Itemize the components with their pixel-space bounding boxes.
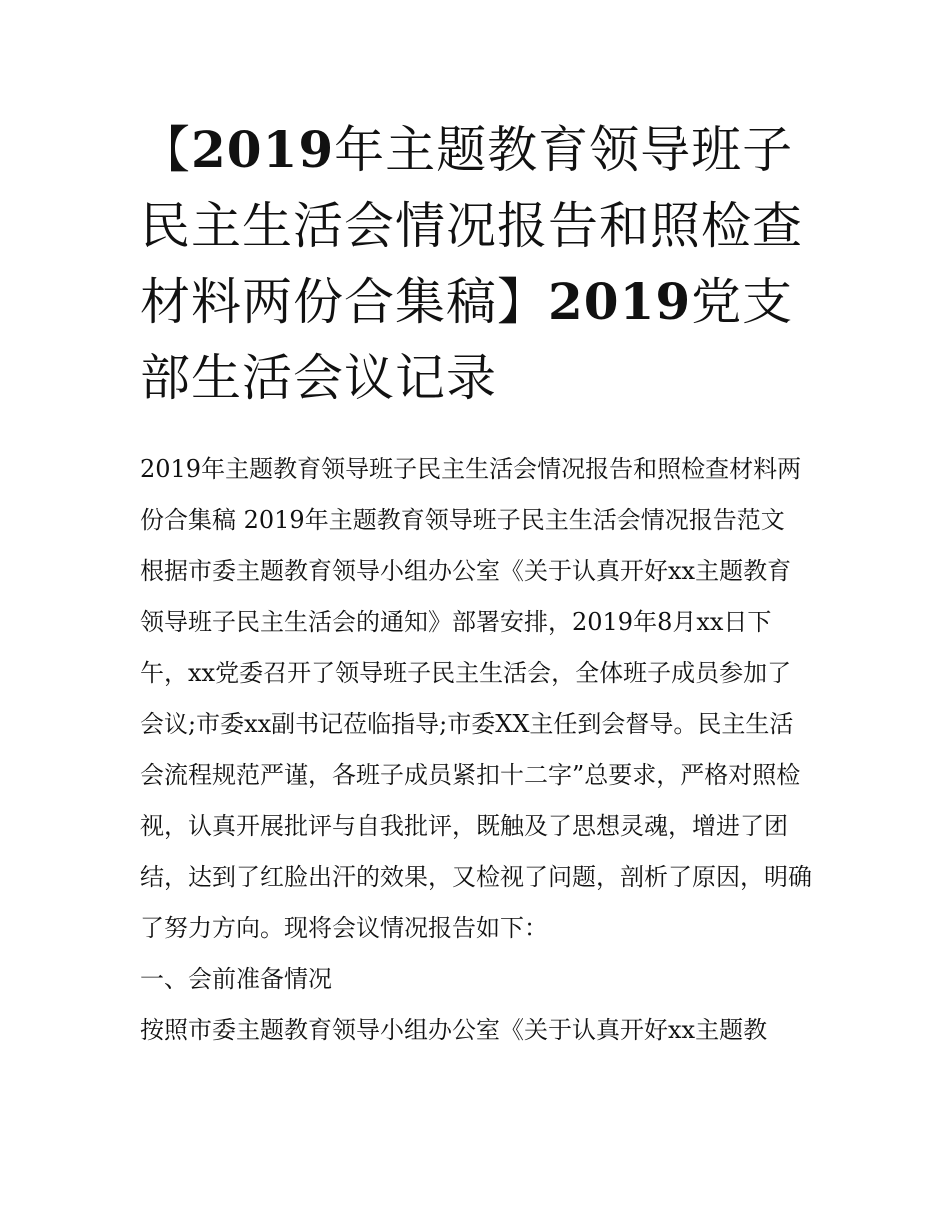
title-year-1: 2019: [191, 120, 335, 179]
title-bracket-open: 【: [140, 121, 191, 179]
document-title: [140, 112, 812, 416]
title-year-2: 2019: [548, 272, 692, 331]
paragraph-preparation: 按照市委主题教育领导小组办公室《关于认真开好xx主题教: [140, 1016, 768, 1044]
title-bracket-close: 】: [497, 273, 548, 331]
document-page: [140, 112, 812, 1056]
section-heading-preparation: 一、会前准备情况: [140, 965, 332, 993]
title-part-2: 党支部生活会议记录: [140, 273, 794, 407]
paragraph-intro: 2019年主题教育领导班子民主生活会情况报告和照检查材料两份合集稿 2019年主题教育领导班子民主生活会情况报告范文: [140, 455, 802, 534]
paragraph-meeting-summary: 根据市委主题教育领导小组办公室《关于认真开好xx主题教育领导班子民主生活会的通知》部署安排，2019年8月xx日下午，xx党委召开了领导班子民主生活会，全体班子成员参加了会议;市委xx副书记莅临指导;市委XX主任到会督导。民主生活会流程规范严谨，各班子成员紧扣十二字”总要求，严格对照检视，认真开展批评与自我批评，既触及了思想灵魂，增进了团结，达到了红脸出汗的效果，又检视了问题，剖析了原因，明确了努力方向。现将会议情况报告如下：: [140, 557, 812, 942]
title-part-1: 年主题教育领导班子民主生活会情况报告和照检查材料两份合集稿: [140, 121, 803, 331]
document-body: [140, 444, 812, 1056]
